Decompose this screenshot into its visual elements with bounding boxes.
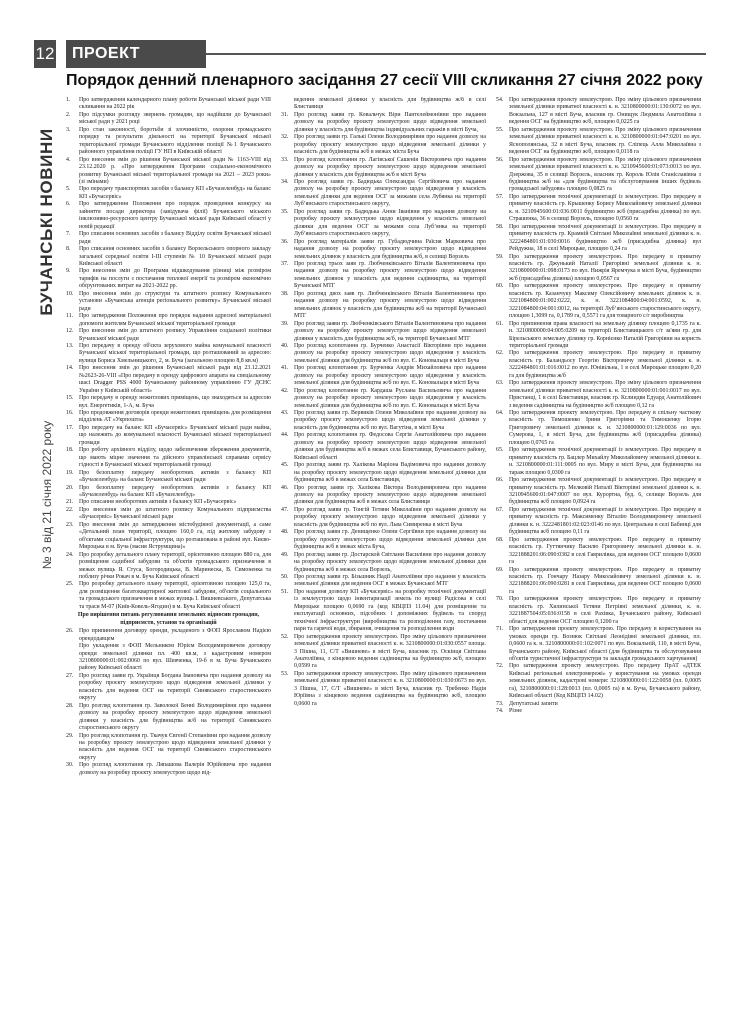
agenda-item xyxy=(281,261,486,291)
agenda-item-number: 63. xyxy=(496,380,504,387)
agenda-item xyxy=(66,507,271,522)
agenda-item-text: Про розгляд заяви гр. Любченківського Віталія Валентиновича про надання дозволу на розробку проєкту землеустрою щодо відведення земельної ділянки у власність для будівництва ж/б, на території Бучанської МТГ xyxy=(294,320,486,342)
agenda-item xyxy=(66,522,271,552)
agenda-item-number: 22. xyxy=(66,506,74,513)
agenda-item xyxy=(281,343,486,365)
agenda-item xyxy=(66,470,271,485)
agenda-item-number: 67. xyxy=(496,506,504,513)
issue-number-date: № 3 від 21 січня 2022 року xyxy=(40,420,54,570)
agenda-item-number: 56. xyxy=(496,156,504,163)
agenda-item xyxy=(496,380,701,410)
agenda-item-number: 29. xyxy=(66,732,74,739)
agenda-item-number: 8. xyxy=(66,246,71,253)
agenda-item-number: 62. xyxy=(496,350,504,357)
agenda-item xyxy=(281,291,486,321)
agenda-item-number: 47. xyxy=(281,506,289,513)
agenda-item-number: 74. xyxy=(496,708,504,715)
agenda-item-text: Про внесення змін до рішення Бучанської міської ради від 23.12.2021 №2623-26-VIII «Про передачу в оренду цифрового апарата на спеціальному шасі Dragger PSS 4000 Бучанському районному управлінню ГУ ДСНС України у Київській області» xyxy=(79,365,271,394)
agenda-item-text: Про затвердження проекту землеустрою. Про передачу в спільну часткову власність гр. Тимошенко Ірини Григорівни та Тимошенку Ігорю Григоровичу земельної ділянки к. н. 3210800000:01:129:0036 по вул. Сумерова, 1, в місті Буча, для будівництва ж/б (присадибна ділянка) площею 0,0765 га xyxy=(509,410,701,446)
agenda-item xyxy=(66,268,271,290)
agenda-item-text: Про надання дозволу КП «Бучасервіс» на розробку технічної документації із землеустрою щодо інвентаризації земель по вулиці Радісова в селі Мироцьке площею 0,0690 га (код КВЦПЗ 11.04) для розміщення та експлуатації основних, підсобних і допоміжних будівель та споруд технічної інфраструктури (виробництва та розподілення газу, постачання пари та гарячої води, збирання, очищення та розподілення води xyxy=(294,588,486,633)
agenda-item-text: Про затвердження технічної документації із землеустрою. Про передачу в приватну власність гр. Крышенку Борису Миколайовичу земельної ділянки к. н. 3210945600:01:036:0011 будівництво ж/б (присадибна ділянка) по вул. Страшенка, 36 в селищі Ворзель, площею 0,0560 га xyxy=(509,193,701,223)
agenda-item xyxy=(496,127,701,157)
agenda-item xyxy=(496,537,701,567)
agenda-item-text: Про передачу транспортних засобів з балансу КП «Бучазеленбуд» на баланс КП «Бучасервіс» xyxy=(79,186,271,200)
agenda-item-number: 48. xyxy=(281,529,289,536)
agenda-item xyxy=(66,246,271,268)
agenda-item xyxy=(281,388,486,410)
agenda-item-text: Про продовження договорів оренди нежитлових приміщень для розміщення відділень АТ «Укрпошта» xyxy=(79,410,271,424)
agenda-item-number: 54. xyxy=(496,97,504,103)
agenda-item xyxy=(66,186,271,201)
agenda-item-number: 3. xyxy=(66,126,71,133)
agenda-item-number: 44. xyxy=(281,432,289,439)
agenda-item xyxy=(66,581,271,611)
agenda-item xyxy=(66,425,271,447)
agenda-item-number: 19. xyxy=(66,469,74,476)
agenda-item xyxy=(66,410,271,425)
agenda-item-text: Про затвердження проекту землеустрою. Про передачу ПрАТ «ДТЕК Київські регіональні електромережі» у користування на умовах оренди земельних ділянок, кадастрові номери: 3210800000:01:122:0058 (пл. 0,0005 га), 3210800000:01:128:0013 (пл. 0,0005 га) в м. Буча, Бучанського району, Київської області (Код КВЦПЗ 14.02) xyxy=(509,663,701,700)
agenda-item-text: Про списання основних засобів з балансу Відділу освіти Бучанської міської ради xyxy=(79,231,271,245)
agenda-item-number: 32. xyxy=(281,134,289,141)
agenda-item-number: 49. xyxy=(281,551,289,558)
agenda-item-number: 53. xyxy=(281,670,289,677)
agenda-item xyxy=(66,499,271,506)
agenda-item-text: Про розробку детального плану території, орієнтовною площею 125,0 га, для розміщення багатоквартирної житлової забудови, об'єктів соціального та громадського призначення в межах вулиць І. Вишневського, Депутатська та траси М-07 (Київ-Ковель-Ягодин) в м. Буча Київської області xyxy=(79,581,271,610)
agenda-item-text: Депутатські запити xyxy=(509,700,558,707)
agenda-item-text: Про розгляд заяви гр. Достарской Світлани Василівни про надання дозволу на розробку проєкту землеустрою щодо відведення земельної ділянки для будівництва ж/б в межах села Ворзель, xyxy=(294,551,486,573)
agenda-item-number: 66. xyxy=(496,477,504,484)
agenda-item-number: 33. xyxy=(281,156,289,163)
agenda-item-number: 70. xyxy=(496,596,504,603)
section-label: ПРОЕКТ xyxy=(66,40,206,68)
agenda-item xyxy=(496,447,701,477)
agenda-item xyxy=(66,97,271,112)
agenda-item-number: 68. xyxy=(496,536,504,543)
agenda-item xyxy=(496,157,701,194)
agenda-item xyxy=(66,201,271,231)
agenda-item-number xyxy=(66,643,79,673)
agenda-item xyxy=(496,663,701,700)
agenda-item-text: Про розгляд клопотання гр. Бурченко Анастасії Вікторівни про надання дозволу на розробку проєкту землеустрою щодо відведення у власність земельної ділянки для будівництва ж/б по вул. Є. Коновальця в місті Буча xyxy=(294,342,486,364)
agenda-item-text: Про розгляд заяви гр. Халікова Маріона Вадімовича про надання дозволу на розробку проєкту землеустрою щодо відведення земельної ділянки для будівництва ж/б в межах села Блиставиця, xyxy=(294,462,486,484)
masthead xyxy=(36,82,58,362)
agenda-item xyxy=(66,291,271,313)
agenda-item-number: 55. xyxy=(496,126,504,133)
agenda-item-number: 40. xyxy=(281,342,289,349)
agenda-item xyxy=(66,643,271,673)
agenda-item xyxy=(496,321,701,351)
agenda-item-text: Про затвердження технічної документації із землеустрою. Про передачу в приватну власність гр. Максименку Віталію Володимировичу земельної ділянки к. н. 3222481801:02:023:0146 по вул. Центральна в селі Бабинці для будівництва ж/б площею 0,11 га xyxy=(509,506,701,536)
agenda-item-number: 27. xyxy=(66,672,74,679)
agenda-item xyxy=(496,224,701,254)
agenda-item-text: Про розгляд заяви гр. Вервиків Олени Миколаївни про надання дозволу на розробку проєкту землеустрою щодо відведення земельної ділянки у власність для будівництва ж/б по вул. Вагутіна, в місті Буча xyxy=(294,410,486,431)
agenda-item-text: Про розгляд клопотання гр. Ляпашова Валерія Юрійовича про надання дозволу на розробку проєкту землеустрою щодо від- xyxy=(79,762,271,776)
agenda-item-text: Про стан законності, боротьби зі злочинністю, охорони громадського порядку та результати діяльності на території Бучанської міської територіальної громади Бучанського відділення поліції №1 Бучанського районного управління поліції ГУ НП в Київській області xyxy=(79,126,271,156)
agenda-item-number: 60. xyxy=(496,283,504,290)
agenda-item xyxy=(496,350,701,380)
agenda-column-2 xyxy=(281,97,486,1017)
agenda-item-text: Про розгляд заяви гр. Галькі Олени Володимирівни про надання дозволу на розробку проєкту землеустрою щодо відведення земельної ділянки у власність для будівництва ж/б в межах міста Буча xyxy=(294,134,486,156)
agenda-item-number: 71. xyxy=(496,626,504,633)
agenda-item-text: Про розгляд клопотання гр. Заволокої Бенні Володимирівни про надання дозволу на розробку проєкту землеустрою щодо відведення земельної ділянки у власність для будівництва ж/б на території Синявського старостинського округу xyxy=(79,702,271,732)
agenda-item-text: Про передачу на баланс КП «Бучасервіс» Бучанської міської ради майна, що належить до комунальної власності Бучанської міської територіальної громади xyxy=(79,424,271,446)
agenda-item-number: 4. xyxy=(66,156,71,163)
agenda-item-number: 43. xyxy=(281,410,289,417)
agenda-item-text: Про розгляд клопотання гр. Бурченка Андрія Михайловича про надання дозволу на розробку проєкту землеустрою щодо відведення у власність земельної ділянки для будівництва ж/б по вул. Є. Коновальця в місті Буча xyxy=(294,365,486,387)
agenda-item-text: Про затвердження проекту землеустрою. Про передачу в приватну власність гр. Гуттянчику Василю Григоровичу земельної ділянки к. н. 3221888201:06:090:0382 в селі Гаврилівка, для ведення ОСГ площею 0,0600 га xyxy=(509,536,701,566)
agenda-item xyxy=(66,733,271,763)
agenda-item-number: 14. xyxy=(66,365,74,372)
agenda-item-number: 10. xyxy=(66,290,74,297)
agenda-item-number: 25. xyxy=(66,581,74,588)
agenda-item xyxy=(281,112,486,134)
agenda-item-number: 15. xyxy=(66,395,74,402)
agenda-item-number: 20. xyxy=(66,484,74,491)
agenda-item xyxy=(66,365,271,395)
agenda-item-number: 30. xyxy=(66,762,74,769)
agenda-item xyxy=(66,703,271,733)
agenda-item xyxy=(281,462,486,484)
agenda-item-text: Про роботу архівного відділу, щодо забезпечення збереження документів, що мають міцне значення та дійсного управлінської справами сервісу гідності в Бучанської міської територіальній громаді xyxy=(79,447,271,469)
agenda-item xyxy=(66,485,271,500)
agenda-item-text: Про списання необоротних активів з балансу КП «Бучасервіс» xyxy=(79,499,237,506)
agenda-item-text: Про розгляд заяви гр. Тонгій Тетяни Миколаївни про надання дозволу на розробку проєкту землеустрою щодо відведення земельної ділянки у власність для будівництва ж/б по вул. Льва Симиренка в місті Буча xyxy=(294,506,486,528)
header-rule xyxy=(206,53,706,55)
agenda-item-text: Про затвердження проекту землеустрою. Про зміну цільового призначення земельної ділянки приватної власності к. н. 3210800000:01:001:0017 по вул. Пристанці, 1 в селі Блиставиця, власник гр. Кслиндвя Едуард Анатолійович з ведення садівництва на будівництво ж/б площею 0,12 га xyxy=(509,380,701,409)
agenda-item-text: Про розробку детального плану території, орієнтовною площею 880 га, для розміщення садибної забудови та об'єктів громадського призначення в межах вулиць Я. Стуса, Богородицька, В. Маринеска, В. Симоненка та поблизу річки Рокач в м. Буча Київської області xyxy=(79,551,271,580)
agenda-item xyxy=(66,673,271,703)
agenda-item xyxy=(281,671,486,708)
agenda-item-text: Про розгляд заяви гр. Бадюдька Олександра Сергійовича про надання дозволу на розробку проєкту землеустрою щодо відведення у власність земельної ділянки для ведення ОСГ за межами села Лубянка на території Лубʼянського старостинського округу, xyxy=(294,178,486,208)
agenda-item-text: Про розгляд матеріалів заяви гр. Губадюдчина Раїсия Марковича про надання дозволу на розробку проєкту землеустрою щодо відведення земельних ділянок у власність для будівництва ж/б, в селищі Ворзель xyxy=(294,238,486,260)
agenda-item-text: Про розгляд двох заяв гр. Любченківського Віталія Валентиновича про надання дозволу на розробку проєкту землеустрою щодо відведення земельних ділянок у власність для будівництва ж/б на території Бучанської МТГ xyxy=(294,290,486,320)
agenda-item xyxy=(281,365,486,387)
agenda-item-number: 16. xyxy=(66,410,74,417)
agenda-item-number: 61. xyxy=(496,320,504,327)
agenda-item xyxy=(66,328,271,343)
agenda-item-number: 24. xyxy=(66,551,74,558)
agenda-item-text: Про безоплатну передачу необоротних активів з балансу КП «Бучазеленбуд» на баланс Бучанської міської ради xyxy=(79,469,271,484)
agenda-subheading: Про вирішення питань регулювання земельних відносин громадян, підприємств, установ та організацій xyxy=(77,612,260,626)
agenda-item-text: Про припинення договору оренди, укладеного з ФОП Ярославом Надією орендодавцем xyxy=(79,628,271,642)
agenda-item-number: 2. xyxy=(66,111,71,118)
agenda-item-text: Про підсумки розгляду звернень громадян, що надійшли до Бучанської міської ради у 2021 році xyxy=(79,111,271,126)
agenda-item-number xyxy=(281,97,294,112)
agenda-item xyxy=(281,634,486,671)
agenda-item-text: Про затвердження календарного плану роботи Бучанської міської ради VIII скликання на 2022 рік xyxy=(79,97,271,111)
agenda-item-number: 11. xyxy=(66,313,74,320)
agenda-item-text: Про розгляд заяви гр. Бізьшник Надії Анатоліївни про надання у власність земельної ділянки для ведення ОСГ в межах Бучанської МТГ xyxy=(294,574,486,588)
agenda-item-text: Про затвердження проекту землеустрою. Про зміну цільового призначення земельної ділянки приватної власності к. н. 3210945600:01:073:0013 по вул. Дзержова, 35 в селищі Ворзель, власник гр. Король Юлія Станіславівна з будівництва ж/б на «для будівництва та обслуговування інших будівель громадської забудови» площею 0,0825 га xyxy=(509,156,701,193)
agenda-item xyxy=(66,112,271,127)
agenda-item-text: Про внесення змін до структури та штатного розпису Комунального установи «Бучанська агенція регіонального розвитку» Бучанської міської ради xyxy=(79,290,271,312)
agenda-item xyxy=(281,485,486,507)
agenda-item-text: Про затвердження проекту землеустрою. Про зміну цільового призначення земельної ділянки приватної власності к. н. 3210800000:01:030:0673 по вул. 3 Пішна, 17, С/Т «Вишневе» в місті Буча, власник гр. Требенко Надія Юріївна з кінцевою ведення садівництва на будівництво ж/б, площею 0,0600 га xyxy=(294,670,486,707)
agenda-item-number: 38. xyxy=(281,290,289,297)
agenda-item-text: Про розгляд клопотання гр. Кардаша Руслана Васильовича про надання дозволу на розробку проєкту землеустрою щодо відведення у власність земельної ділянки для будівництва ж/б по вул. Є. Коновальця в місті Буча xyxy=(294,387,486,409)
agenda-item-number: 36. xyxy=(281,238,289,245)
agenda-item-text: Про затвердження Положення про порядок надання адресної матеріальної допомоги жителям Бучанської міської територіальної громади xyxy=(79,313,271,327)
agenda-item-number: 35. xyxy=(281,208,289,215)
agenda-item-text: Про затвердження технічної документації із землеустрою. Про передачу в приватну власність гр. Бацлер Михайлу Миколайовичу земельної ділянки к. н. 3210800000:01:111:0005 по вул. Миру в місті Буча, для будівництва на тараж площею 0,0300 га xyxy=(509,447,701,476)
agenda-item xyxy=(496,507,701,537)
agenda-item-text: Про розгляд клопотання гр. Ткачук Євгенії Степанівни про надання дозволу на розробку проєкту землеустрою щодо відведення земельної ділянки у власність для ведення ОСГ на території Синявського старостинського округу xyxy=(79,732,271,761)
agenda-item xyxy=(496,596,701,626)
agenda-item xyxy=(281,209,486,239)
agenda-item-number: 41. xyxy=(281,365,289,372)
agenda-item-text: Про розгляд клопотання гр. Федосова Сергія Анатолійовича про надання дозволу на розробку проєкту землеустрою щодо відведення земельної ділянки для будівництва ж/б в межах села Блиставиця, Бучанського району, Київської області xyxy=(294,432,486,461)
agenda-item-number: 6. xyxy=(66,201,71,208)
agenda-item-text: Про внесення змін до Програми відшкодування різниці між розміром тарифів на послуги з постачання теплової енергії та розміром економічно обґрунтованих витрат на 2021-2022 рр. xyxy=(79,268,271,290)
agenda-item xyxy=(66,157,271,187)
agenda-item xyxy=(496,283,701,320)
agenda-item xyxy=(281,97,486,112)
agenda-item-number: 73. xyxy=(496,700,504,707)
agenda-item-text: Про затвердження проекту землеустрою. Про передачу в приватну власність гр. Гончару Назару Миколайовичу земельної ділянки к. н. 3221888201:06:090:0281 в селі Гаврилівка, для ведення ОСГ площею 0,0600 га xyxy=(509,566,701,595)
agenda-item-number: 72. xyxy=(496,663,504,670)
agenda-item xyxy=(281,179,486,209)
agenda-item-number: 59. xyxy=(496,253,504,260)
agenda-item xyxy=(66,313,271,328)
agenda-item xyxy=(281,589,486,634)
agenda-item-text: Про внесення змін до штатного розпису Комунального підприємства «Бучасервіс» Бучанської міської ради xyxy=(79,506,271,521)
agenda-item-number: 42. xyxy=(281,387,289,394)
agenda-item-text: Про затвердження проекту землеустрою. Про передачу в приватну власність гр. Джунький Наталії Григорівні земельної ділянки к. н. 3210800000:01:098:0173 по вул. Нижрія Яремчука в місті Буча, будівництво ж/б (присадибна ділянка) площею 0,0567 га xyxy=(509,253,701,282)
agenda-item-number: 9. xyxy=(66,268,71,275)
masthead-title: БУЧАНСЬКІ НОВИНИ xyxy=(37,128,56,316)
agenda-item xyxy=(281,552,486,574)
agenda-item-number: 26. xyxy=(66,628,74,635)
agenda-item-text: Про припинення права власності на земельну ділянку площею 0,1735 га к. н. 3210800000:04:005:0209 на території Блиставицького с/т за'яви гр. для Бірельського земельну ділянку гр. Корнієнко Наталій Григорівни на користь територіальної громади xyxy=(509,320,701,349)
agenda-item-text: Про затвердження проекту землеустрою. Про зміну цільового призначення земельної ділянки приватної власності к. н. 3210800000:01:047:0201 по вул. Яснополянська, 32 в місті Буча, власник гр. Сліпець Алла Миколаївна з ведення ОСГ на будівництво ж/б, площею 0,0118 га xyxy=(509,126,701,156)
agenda-item xyxy=(496,194,701,224)
agenda-item xyxy=(281,432,486,462)
agenda-item-text: Про затвердження проекту землеустрою. Про зміну цільового призначення земельної ділянки приватної власності к. н. 3210800000:01:130:0072 по вул. Вокзальна, 127 в місті Буча, власник гр. Онищук Людмила Анатоліївна з ведення ОСГ на будівництво ж/б, площею 0,0225 га xyxy=(509,97,701,126)
agenda-item-number: 12. xyxy=(66,328,74,335)
agenda-item-number: 52. xyxy=(281,633,289,640)
agenda-item-text: Про розгляд клопотання гр. Лагівської Сашенія Вікторовича про надання дозволу на розробку проєкту землеустрою щодо відведення земельної ділянки у власність для будівництва ж/б в місті Буча xyxy=(294,156,486,178)
agenda-item-number: 69. xyxy=(496,566,504,573)
agenda-item-text: Про внесення змін до рішення Бучанської міської ради № 1163-VIII від 23.12.2020 р. «Про затвердження Програми соціально-економічного розвитку Бучанської міської територіальної громади на 2021 – 2023 роки» (зі змінами) xyxy=(79,156,271,185)
agenda-item-text: Про розгляд заяви гр. Ковальчук Віри Пантелеймонівни про надання дозволу на розробку проєкту землеустрою щодо відведення земельної ділянки у власність для будівництва індивідуальних гаражів в місті Буча, xyxy=(294,111,486,133)
agenda-item-text: Про розгляд заяви гр. Українця Богдана Івановича про надання дозволу на розробку проєкту землеустрою щодо відведення земельної ділянки у власність для ведення ОСГ на території Синявського старостинського округу xyxy=(79,672,271,702)
agenda-item-text: Про внесення змін до затвердження містобудівної документації, а саме «Детальний план території, площею 160,0 га, під житлову забудову з об'єктами соціальної інфраструктури, що розташована в районі вул. Києво-Мироцька в м. Буча (масив Яструмщина)» xyxy=(79,521,271,551)
agenda-item-text: Про розгляд заяви гр. Денищенко Олени Сергіївни про надання дозволу на розробку проєкту землеустрою щодо відведення земельної ділянки для будівництва ж/б в межах міста Буча, xyxy=(294,529,486,551)
agenda-item-text: Про розгляд заяви гр. Халікова Віктора Володимировича про надання дозволу на розробку проєкту землеустрою щодо відведення земельної ділянки для будівництва ж/б в межах села Блиставиця xyxy=(294,484,486,506)
agenda-column-1 xyxy=(66,97,271,1017)
agenda-item xyxy=(66,447,271,469)
agenda-item-number: 21. xyxy=(66,499,74,506)
page-number: 12 xyxy=(34,40,56,68)
agenda-item-number: 37. xyxy=(281,260,289,267)
agenda-item-number: 23. xyxy=(66,521,74,528)
agenda-item xyxy=(281,574,486,589)
agenda-item xyxy=(66,231,271,246)
agenda-item xyxy=(496,410,701,447)
agenda-item xyxy=(66,343,271,365)
agenda-item-text: Про передачу в оренду об'єкта зерухомого майна комунальної власності Бучанської міської територіальної громади, що розташований за адресою: вулиця Бориса Хмельницького, 2, м. Буча (загальною площею 8,8 кв.м) xyxy=(79,342,271,364)
agenda-item xyxy=(66,552,271,582)
agenda-item-text: Про розгляд заяви гр. Бадюдька Анни Іванівни про надання дозволу на розробку проєкту землеустрою щодо відведення у власність земельної ділянки для ведення ОСГ за межами села Лубʼянка на території Лубʼянського старостинського округу, xyxy=(294,208,486,238)
agenda-item-number: 64. xyxy=(496,410,504,417)
agenda-item-text: Про затвердження технічної документації із землеустрою. Про передачу в приватну власність гр. Мелковій Наталії Вікторівні земельної ділянки к. н. 3210945600:01:047:0007 по вул. Курортна, буд. 6, селище Ворзель для будівництва ж/б площею 0,0924 га xyxy=(509,477,701,506)
agenda-item-number: 46. xyxy=(281,484,289,491)
agenda-item-text: Про затвердження Положення про порядок проведення конкурсу на зайняття посади директора (завідувача філії) Бучанського міського інклюзивно-ресурсного центру Бучанської міської ради Київської області у новій редакції xyxy=(79,201,271,230)
agenda-item-number: 17. xyxy=(66,424,74,431)
agenda-item-text: Про затвердження проекту землеустрою. Про зміну цільового призначення земельної ділянки приватної власності к. н. 3210800000:01:030:0557 площа. 3 Пішна, 11, С/Т «Вишневе» в місті Буча, власник гр. Оскінця Світлана Анатоліївна, з кінцевою ведення садівництва на будівництво ж/б, площею 0,0599 га xyxy=(294,633,486,670)
agenda-item xyxy=(281,507,486,529)
agenda-item xyxy=(66,395,271,410)
agenda-item xyxy=(496,701,701,708)
agenda-item-number: 39. xyxy=(281,320,289,327)
agenda-item xyxy=(496,97,701,127)
agenda-item-text: Про укладення з ФОП Мельником Юрієм Володимировичем договору оренди земельної ділянки пл. 400 кв.м, з кадастровим номером 3210800000:01:002:0060 по вул. Шевченка, 19-б в м. Буча Бучанського району Київської області xyxy=(79,643,271,672)
agenda-item xyxy=(66,762,271,777)
agenda-item-number: 1. xyxy=(66,97,71,103)
agenda-item-number: 31. xyxy=(281,111,289,118)
agenda-item xyxy=(496,477,701,507)
agenda-item-number: 51. xyxy=(281,588,289,595)
agenda-item xyxy=(496,626,701,663)
agenda-item xyxy=(281,410,486,432)
agenda-item xyxy=(281,157,486,179)
agenda-item-number: 28. xyxy=(66,702,74,709)
agenda-item-number: 34. xyxy=(281,178,289,185)
agenda-item-number: 58. xyxy=(496,223,504,230)
agenda-item-text: Про затвердження технічної документації із землеустрою. Про передачу в приватну власність гр. Крамній Світлані Миколаївні земельної ділянки к. н. 3222484801:01:030:0016 будівництво ж/б (присадибна ділянка) вул Рейдужна, 18 в селі Мироцьке, площею 0,24 га xyxy=(509,223,701,253)
agenda-item-text: Про затвердження проекту землеустрою. Про передачу в приватну власність гр. Хилинської Тетяни Петрівні земельної ділянки, к. н. 3221887504:05:036:0158 в селі Рахівка, Бучанського району, Київської області для ведення ОСГ площею 0,1200 га xyxy=(509,596,701,625)
agenda-item-text: Про передачу в оренду нежитлових приміщень, що знаходяться за адресою вул. Енергетиків, 1-А, м. Буча xyxy=(79,395,271,409)
agenda-item xyxy=(281,321,486,343)
agenda-item-number: 65. xyxy=(496,447,504,454)
agenda-item-text: Про затвердження проекту землеустрою. Про передачу в приватну власність гр. Баландьосу Георгію Вікторовичу земельної ділянки к. н. 3222484801:01:016:0012 по вул. Юнівільна, 1 в селі Мироцьке площею 0,20 га для будівництва ж/б xyxy=(509,350,701,379)
agenda-item-text: Про затвердження проекту землеустрою. Про передачу в приватну власність гр. Казанчуку Максиму Олексійовичу земельних ділянок к. н. 3221084800:01:002:0222, к. н. 3221084800:04:001:0592, к. н. 3221084800:04:001:0012, на території Лубʼянського старостинського округу, площею 1,3099 га, 0,1789 га, 0,5571 га для товарного с/г виробництва xyxy=(509,283,701,320)
agenda-column-3 xyxy=(496,97,701,1017)
agenda-item-number: 50. xyxy=(281,574,289,580)
agenda-item-number: 45. xyxy=(281,462,289,469)
agenda-item-text: Про внесення змін до штатного розпису Управління соціальної політики Бучанської міської ради xyxy=(79,328,271,342)
agenda-item-number: 5. xyxy=(66,186,71,193)
agenda-item-text: ведення земельної ділянки у власність для будівництва ж/б в селі Блиставиця xyxy=(294,97,486,111)
agenda-item xyxy=(281,529,486,551)
agenda-item-text: Різне xyxy=(509,708,523,715)
agenda-item-text: Про розгляд трьох заяв гр. Любченківського Віталія Валентиновича про надання дозволу на розробку проєкту землеустрою щодо відведення земельних ділянок у власність для ведення садівництва, на території Бучанської МТГ xyxy=(294,260,486,290)
agenda-item-text: Про затвердження проекту землеустрою. Про передачу в користування на умовах оренди гр. Вознюк Світлані Леонідівні земельної ділянки, пл. 0,0600 га к. н. 3210800000:01:102:0071 по вул. Вокзальній, 110, в місті Буча, Бучанського району, Київської області (для будівництва та обслуговування об'єктів туристичної інфраструктури та закладів громадського харчування) xyxy=(509,626,701,662)
agenda-item xyxy=(66,628,271,643)
agenda-item xyxy=(281,239,486,261)
agenda-item-number: 18. xyxy=(66,447,74,454)
agenda-item xyxy=(281,134,486,156)
agenda-item-number: 7. xyxy=(66,231,71,238)
agenda-item xyxy=(496,254,701,284)
agenda-item-number: 57. xyxy=(496,193,504,200)
issue-info xyxy=(36,370,58,620)
agenda-item xyxy=(66,127,271,157)
agenda-item-text: Про безоплатну передачу необоротних активів з балансу КП «Бучазеленбуд» на баланс КП «Бучазеленбуд» xyxy=(79,484,271,499)
agenda-columns xyxy=(66,97,706,1017)
agenda-item xyxy=(496,708,701,715)
agenda-item-text: Про списання основних засобів з балансу Ворзельського опорного закладу загальної середньої освіти І-ІІІ ступенів № 10 Бучанської міської ради Київської області xyxy=(79,246,271,267)
agenda-item-number: 13. xyxy=(66,342,74,349)
agenda-item xyxy=(496,567,701,597)
page-title: Порядок денний пленарного засідання 27 сесії VIII скликання 27 січня 2022 року xyxy=(66,72,703,89)
